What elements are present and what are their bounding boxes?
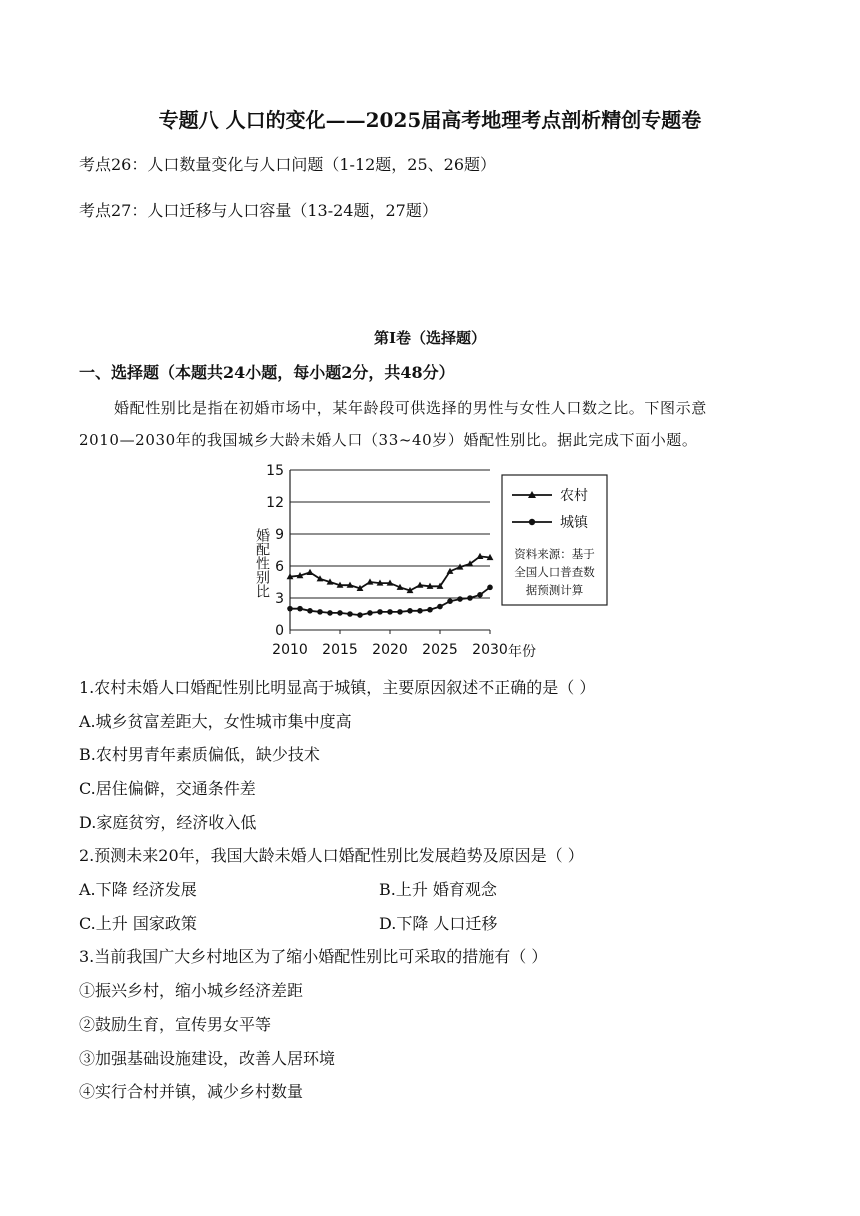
question-1-option-b[interactable]: B.农村男青年素质偏低，缺少技术 xyxy=(79,745,320,764)
question-3-item-4: ④实行合村并镇，减少乡村数量 xyxy=(79,1082,304,1101)
x-tick-label: 2015 xyxy=(322,642,358,658)
x-axis-label: 年份 xyxy=(508,644,536,660)
chart-gridlines xyxy=(290,470,490,630)
urban-data-point xyxy=(317,609,323,615)
urban-data-point xyxy=(347,611,353,617)
question-2-stem: 2.预测未来20年，我国大龄未婚人口婚配性别比发展趋势及原因是（ ） xyxy=(79,846,584,865)
section-title: 一、选择题（本题共24小题，每小题2分，共48分） xyxy=(79,363,455,382)
urban-data-point xyxy=(297,606,303,612)
urban-data-point xyxy=(407,608,413,614)
urban-data-point xyxy=(417,608,423,614)
source-note-line: 资料来源：基于 xyxy=(514,547,595,561)
volume-title: 第Ⅰ卷（选择题） xyxy=(373,329,487,347)
question-2-option-d[interactable]: D.下降 人口迁移 xyxy=(379,914,498,933)
urban-data-point xyxy=(467,595,473,601)
question-3-item-1: ①振兴乡村，缩小城乡经济差距 xyxy=(79,981,304,1000)
question-1-option-a[interactable]: A.城乡贫富差距大，女性城市集中度高 xyxy=(79,712,352,731)
kaodian-26: 考点26：人口数量变化与人口问题（1-12题，25、26题） xyxy=(79,155,497,174)
question-3-item-3: ③加强基础设施建设，改善人居环境 xyxy=(79,1049,336,1068)
y-tick-label: 9 xyxy=(275,527,284,543)
intro-line-2: 2010—2030年的我国城乡大龄未婚人口（33~40岁）婚配性别比。据此完成下面小题。 xyxy=(79,431,698,449)
question-2-option-b[interactable]: B.上升 婚育观念 xyxy=(379,880,497,899)
chart-series xyxy=(287,553,494,618)
question-2-option-a[interactable]: A.下降 经济发展 xyxy=(79,880,197,899)
sex-ratio-chart xyxy=(240,458,620,663)
urban-data-point xyxy=(357,612,363,618)
urban-data-point xyxy=(437,604,443,610)
legend-circle-marker xyxy=(529,519,535,525)
y-axis-label: 婚配性别比 xyxy=(254,528,270,598)
urban-data-point xyxy=(377,609,383,615)
source-note-line: 据预测计算 xyxy=(525,583,584,597)
y-tick-label: 12 xyxy=(266,495,284,511)
x-tick-label: 2010 xyxy=(272,642,308,658)
y-tick-label: 0 xyxy=(275,623,284,639)
urban-data-point xyxy=(337,610,343,616)
urban-data-point xyxy=(327,610,333,616)
document-title: 专题八 人口的变化——2025届高考地理考点剖析精创专题卷 xyxy=(158,108,702,132)
y-tick-label: 6 xyxy=(275,559,284,575)
chart-legend xyxy=(502,475,607,605)
question-2-option-c[interactable]: C.上升 国家政策 xyxy=(79,914,197,933)
y-tick-label: 15 xyxy=(266,463,284,479)
urban-data-point xyxy=(367,610,373,616)
urban-data-point xyxy=(427,607,433,613)
x-tick-label: 2025 xyxy=(422,642,458,658)
rural-data-point xyxy=(307,569,314,575)
x-tick-label: 2030 xyxy=(472,642,508,658)
question-1-option-c[interactable]: C.居住偏僻，交通条件差 xyxy=(79,779,256,798)
legend-label-urban: 城镇 xyxy=(560,515,588,531)
question-1-stem: 1.农村未婚人口婚配性别比明显高于城镇，主要原因叙述不正确的是（ ） xyxy=(79,678,596,697)
urban-data-point xyxy=(457,596,463,602)
urban-data-point xyxy=(477,592,483,598)
y-tick-label: 3 xyxy=(275,591,284,607)
question-3-stem: 3.当前我国广大乡村地区为了缩小婚配性别比可采取的措施有（ ） xyxy=(79,947,548,966)
urban-data-point xyxy=(287,606,293,612)
urban-data-point xyxy=(307,608,313,614)
urban-data-point xyxy=(487,585,493,591)
question-1-option-d[interactable]: D.家庭贫穷，经济收入低 xyxy=(79,813,257,832)
source-note-line: 全国人口普查数 xyxy=(514,565,595,579)
question-3-item-2: ②鼓励生育，宣传男女平等 xyxy=(79,1015,272,1034)
chart-axes xyxy=(266,463,508,658)
kaodian-27: 考点27：人口迁移与人口容量（13-24题，27题） xyxy=(79,201,438,220)
intro-line-1: 婚配性别比是指在初婚市场中，某年龄段可供选择的男性与女性人口数之比。下图示意 xyxy=(114,399,707,417)
urban-data-point xyxy=(387,609,393,615)
x-tick-label: 2020 xyxy=(372,642,408,658)
legend-label-rural: 农村 xyxy=(560,488,588,504)
urban-data-point xyxy=(397,609,403,615)
urban-data-point xyxy=(447,598,453,604)
